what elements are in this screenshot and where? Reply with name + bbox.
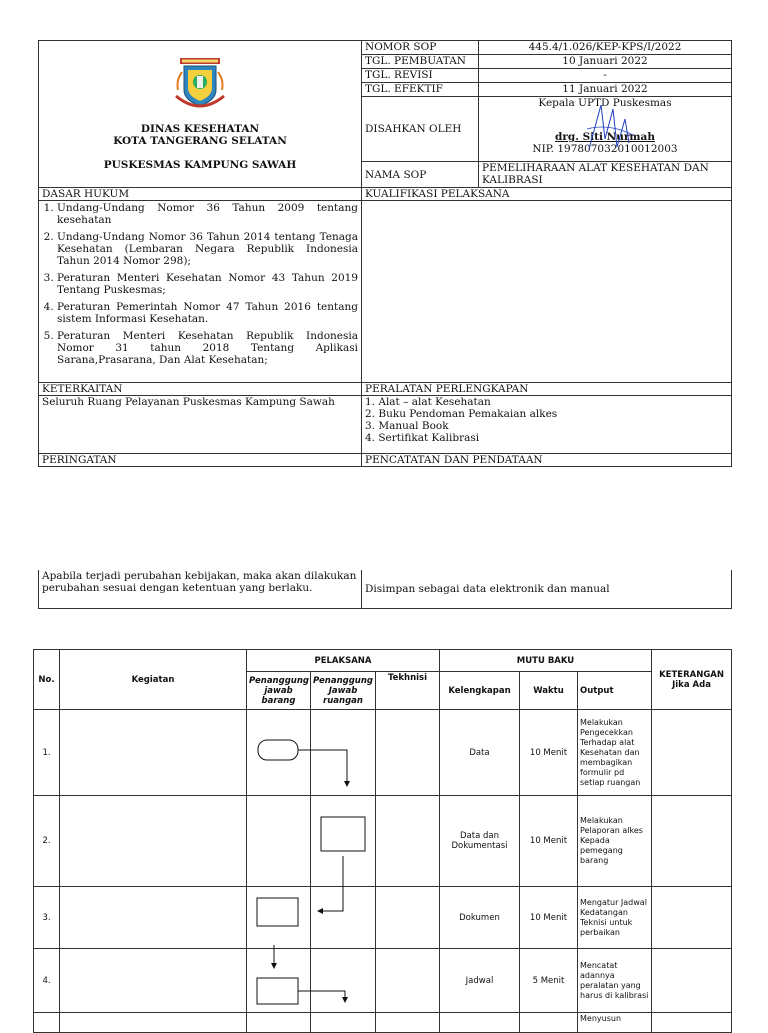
row-pj-room <box>311 949 376 1013</box>
sop-name-label: NAMA SOP <box>362 162 479 188</box>
col-standard: MUTU BAKU <box>440 650 652 672</box>
table-row <box>34 1013 732 1033</box>
row-remarks <box>652 710 732 796</box>
signature-icon <box>579 99 639 159</box>
related-text: Seluruh Ruang Pelayanan Puskesmas Kampung Sawah <box>39 396 362 454</box>
related-label: KETERKAITAN <box>39 383 362 396</box>
field-label: TGL. REVISI <box>362 69 479 83</box>
col-executor: PELAKSANA <box>247 650 440 672</box>
row-activity <box>60 1013 247 1033</box>
records-text: Disimpan sebagai data elektronik dan manual <box>362 570 732 608</box>
row-remarks <box>652 796 732 887</box>
institution-block <box>39 41 362 188</box>
row-output: Melakukan Pengecekkan Terhadap alat Kesehatan dan membagikan formulir pd setiap ruangan <box>578 710 652 796</box>
warning-text: Apabila terjadi perubahan kebijakan, maka akan dilakukan perubahan sesuai dengan ketentuan yang berlaku. <box>39 570 362 608</box>
legal-basis-list <box>39 201 362 383</box>
col-pj-room: Penanggung Jawab ruangan <box>311 672 376 710</box>
approved-label: DISAHKAN OLEH <box>362 97 479 162</box>
flowchart-table <box>33 649 732 1033</box>
approver-title: Kepala UPTD Puskesmas <box>538 97 672 109</box>
row-completeness <box>440 1013 520 1033</box>
legal-basis-label: DASAR HUKUM <box>39 188 362 201</box>
puskesmas-name: PUSKESMAS KAMPUNG SAWAH <box>103 158 297 171</box>
qualification-content <box>362 201 732 383</box>
qualification-label: KUALIFIKASI PELAKSANA <box>362 188 732 201</box>
equipment-item: 3. Manual Book <box>365 420 449 432</box>
row-number: 2. <box>34 796 60 887</box>
equipment-item: 2. Buku Pendoman Pemakaian alkes <box>365 408 558 420</box>
row-activity <box>60 887 247 949</box>
legal-basis-item: 3. Peraturan Menteri Kesehatan Nomor 43 Tahun 2019 Tentang Puskesmas; <box>57 272 358 296</box>
field-label: TGL. EFEKTIF <box>362 83 479 97</box>
row-pj-goods <box>247 710 311 796</box>
warning-label: PERINGATAN <box>39 454 362 467</box>
row-number: 1. <box>34 710 60 796</box>
row-activity <box>60 710 247 796</box>
field-value: - <box>479 69 732 83</box>
col-completeness: Kelengkapan <box>440 672 520 710</box>
approver-nip: NIP. 197807032010012003 <box>532 143 678 155</box>
warning-records-row <box>38 570 732 609</box>
records-label: PENCATATAN DAN PENDATAAN <box>362 454 732 467</box>
equipment-list <box>362 396 732 454</box>
legal-basis-item: 1. Undang-Undang Nomor 36 Tahun 2009 tentang kesehatan <box>57 202 358 226</box>
col-technician: Tekhnisi <box>376 672 440 710</box>
col-activity: Kegiatan <box>60 650 247 710</box>
row-completeness: Jadwal <box>440 949 520 1013</box>
row-completeness: Data <box>440 710 520 796</box>
row-time: 10 Menit <box>520 710 578 796</box>
row-activity <box>60 949 247 1013</box>
row-pj-goods <box>247 1013 311 1033</box>
table-row <box>34 710 732 796</box>
legal-basis-item: 5. Peraturan Menteri Kesehatan Republik Indonesia Nomor 31 tahun 2018 Tentang Aplikasi Sarana,Prasarana, Dan Alat Kesehatan; <box>57 330 358 366</box>
row-technician <box>376 710 440 796</box>
legal-basis-item: 4. Peraturan Pemerintah Nomor 47 Tahun 2016 tentang sistem Informasi Kesehatan. <box>57 301 358 325</box>
sop-name: PEMELIHARAAN ALAT KESEHATAN DAN KALIBRASI <box>479 162 732 188</box>
col-pj-goods: Penanggung jawab barang <box>247 672 311 710</box>
row-number: 3. <box>34 887 60 949</box>
col-no: No. <box>34 650 60 710</box>
row-technician <box>376 949 440 1013</box>
row-remarks <box>652 949 732 1013</box>
equipment-item: 4. Sertifikat Kalibrasi <box>365 432 480 444</box>
col-remarks: KETERANGAN Jika Ada <box>652 650 732 710</box>
row-number: 4. <box>34 949 60 1013</box>
table-row <box>34 796 732 887</box>
row-pj-room <box>311 887 376 949</box>
col-output: Output <box>578 672 652 710</box>
row-activity <box>60 796 247 887</box>
row-pj-goods <box>247 887 311 949</box>
row-output: Melakukan Pelaporan alkes Kepada pemegang barang <box>578 796 652 887</box>
institution-name-1: DINAS KESEHATAN <box>140 122 260 135</box>
row-number <box>34 1013 60 1033</box>
equipment-item: 1. Alat – alat Kesehatan <box>365 396 491 408</box>
row-technician <box>376 1013 440 1033</box>
table-row <box>34 887 732 949</box>
row-output: Menyusun <box>578 1013 652 1033</box>
row-remarks <box>652 887 732 949</box>
approval-block <box>479 97 732 162</box>
col-time: Waktu <box>520 672 578 710</box>
row-completeness: Data dan Dokumentasi <box>440 796 520 887</box>
row-output: Mengatur Jadwal Kedatangan Teknisi untuk perbaikan <box>578 887 652 949</box>
field-label: NOMOR SOP <box>362 41 479 55</box>
field-value: 445.4/1.026/KEP-KPS/I/2022 <box>479 41 732 55</box>
row-pj-goods <box>247 796 311 887</box>
tangsel-logo-icon <box>170 56 230 114</box>
row-pj-room <box>311 1013 376 1033</box>
legal-basis-item: 2. Undang-Undang Nomor 36 Tahun 2014 tentang Tenaga Kesehatan (Lembaran Negara Republik Indonesia Tahun 2014 Nomor 298); <box>57 231 358 267</box>
row-output: Mencatat adannya peralatan yang harus di kalibrasi <box>578 949 652 1013</box>
sop-header-table <box>38 40 732 467</box>
row-technician <box>376 796 440 887</box>
row-technician <box>376 887 440 949</box>
institution-name-2: KOTA TANGERANG SELATAN <box>113 134 287 147</box>
row-remarks <box>652 1013 732 1033</box>
field-value: 10 Januari 2022 <box>479 55 732 69</box>
row-time: 10 Menit <box>520 887 578 949</box>
equipment-label: PERALATAN PERLENGKAPAN <box>362 383 732 396</box>
row-time: 5 Menit <box>520 949 578 1013</box>
row-pj-room <box>311 796 376 887</box>
row-time <box>520 1013 578 1033</box>
row-completeness: Dokumen <box>440 887 520 949</box>
row-pj-room <box>311 710 376 796</box>
field-label: TGL. PEMBUATAN <box>362 55 479 69</box>
row-pj-goods <box>247 949 311 1013</box>
field-value: 11 Januari 2022 <box>479 83 732 97</box>
table-row <box>34 949 732 1013</box>
row-time: 10 Menit <box>520 796 578 887</box>
approver-name: drg. Siti Nurmah <box>555 131 655 143</box>
